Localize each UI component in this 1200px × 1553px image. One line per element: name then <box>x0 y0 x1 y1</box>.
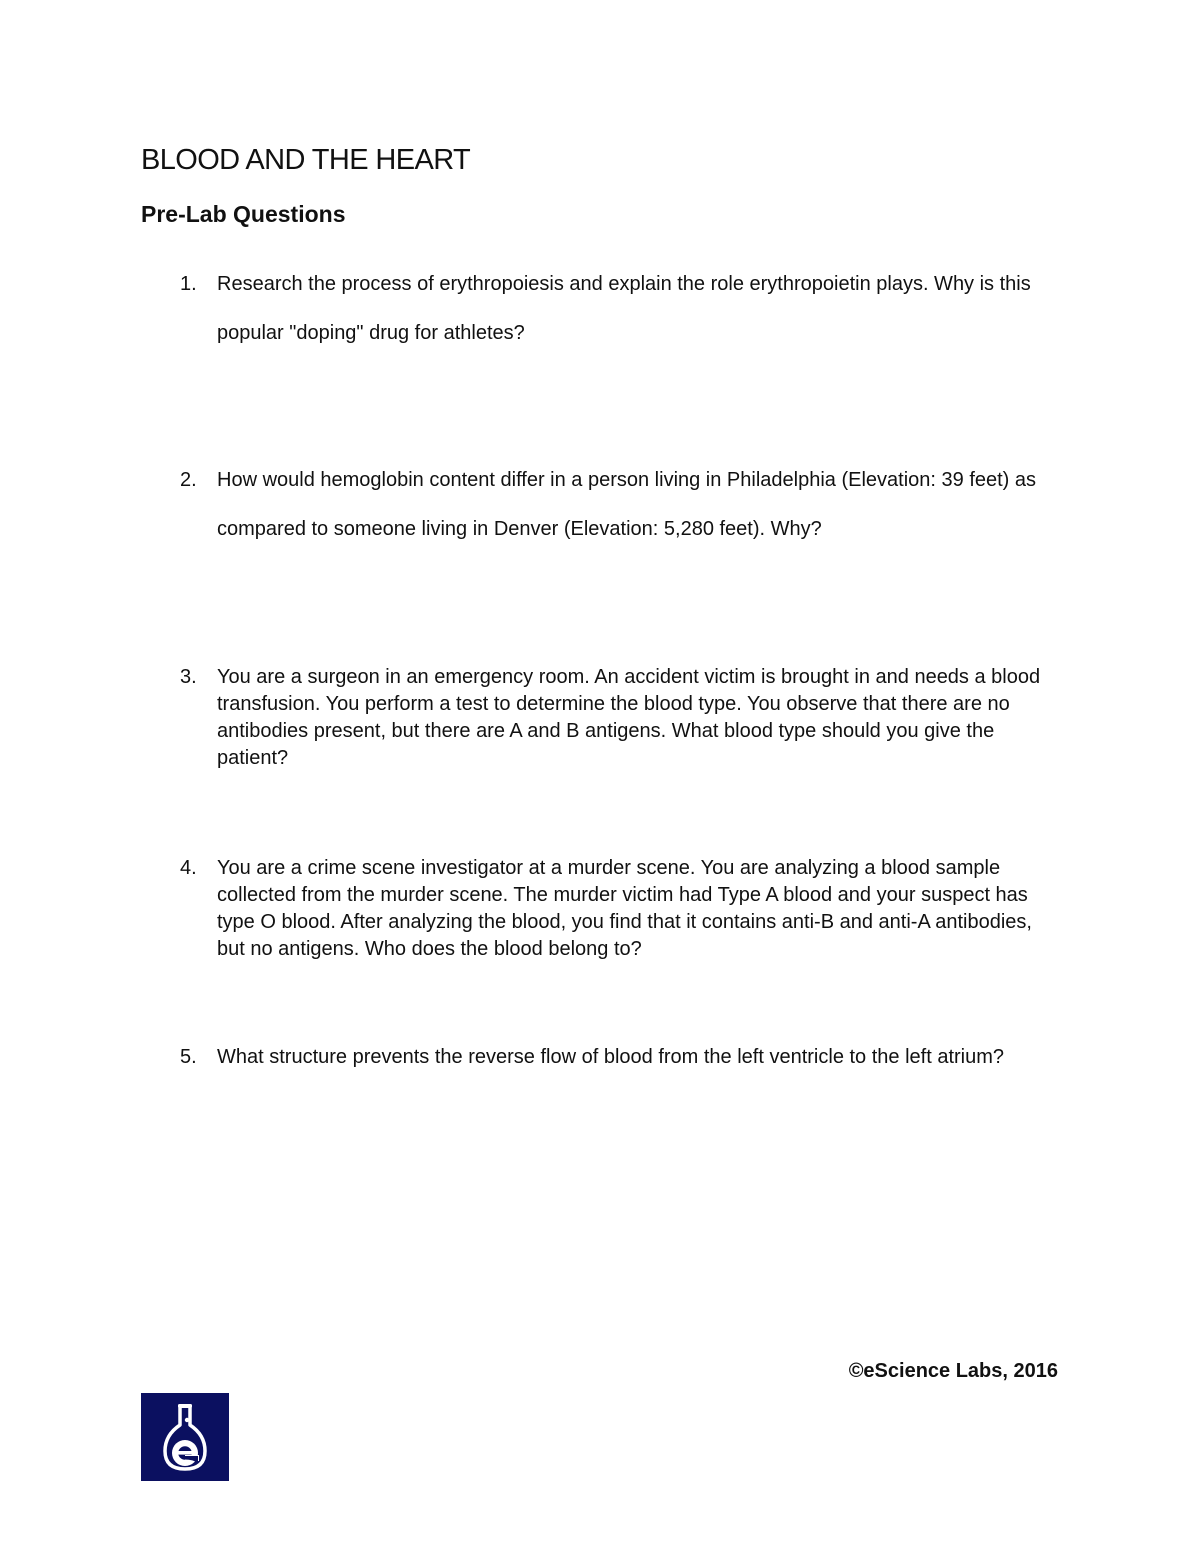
document-title: BLOOD AND THE HEART <box>141 144 471 176</box>
question-number: 1. <box>180 273 197 295</box>
question-number: 4. <box>180 857 197 879</box>
flask-e-icon <box>141 1393 229 1481</box>
escience-logo <box>141 1393 229 1481</box>
question-2 <box>180 456 1080 554</box>
section-heading: Pre-Lab Questions <box>141 201 346 227</box>
question-4 <box>180 855 1080 963</box>
copyright-notice: ©eScience Labs, 2016 <box>848 1360 1058 1382</box>
question-number: 5. <box>180 1046 197 1068</box>
question-text: You are a crime scene investigator at a murder scene. You are analyzing a blood sample collected from the murder scene. The murder victim had Type A blood and your suspect has type O blood. After analyzing the blood, you find that it contains anti-B and anti-A antibodies, but no antigens. Who does the blood belong to? <box>217 857 1032 960</box>
question-number: 3. <box>180 666 197 688</box>
question-1 <box>180 260 1080 358</box>
question-text: Research the process of erythropoiesis and explain the role erythropoietin plays. Why is this popular "doping" drug for athletes? <box>217 273 1031 344</box>
question-number: 2. <box>180 469 197 491</box>
question-5 <box>180 1044 1080 1071</box>
question-text: What structure prevents the reverse flow of blood from the left ventricle to the left atrium? <box>217 1046 1005 1068</box>
question-text: How would hemoglobin content differ in a person living in Philadelphia (Elevation: 39 feet) as compared to someone living in Denver (Elevation: 5,280 feet). Why? <box>217 469 1037 540</box>
question-3 <box>180 664 1080 772</box>
question-text: You are a surgeon in an emergency room. An accident victim is brought in and needs a blood transfusion. You perform a test to determine the blood type. You observe that there are no antibodies present, but there are A and B antigens. What blood type should you give the patient? <box>217 666 1041 769</box>
